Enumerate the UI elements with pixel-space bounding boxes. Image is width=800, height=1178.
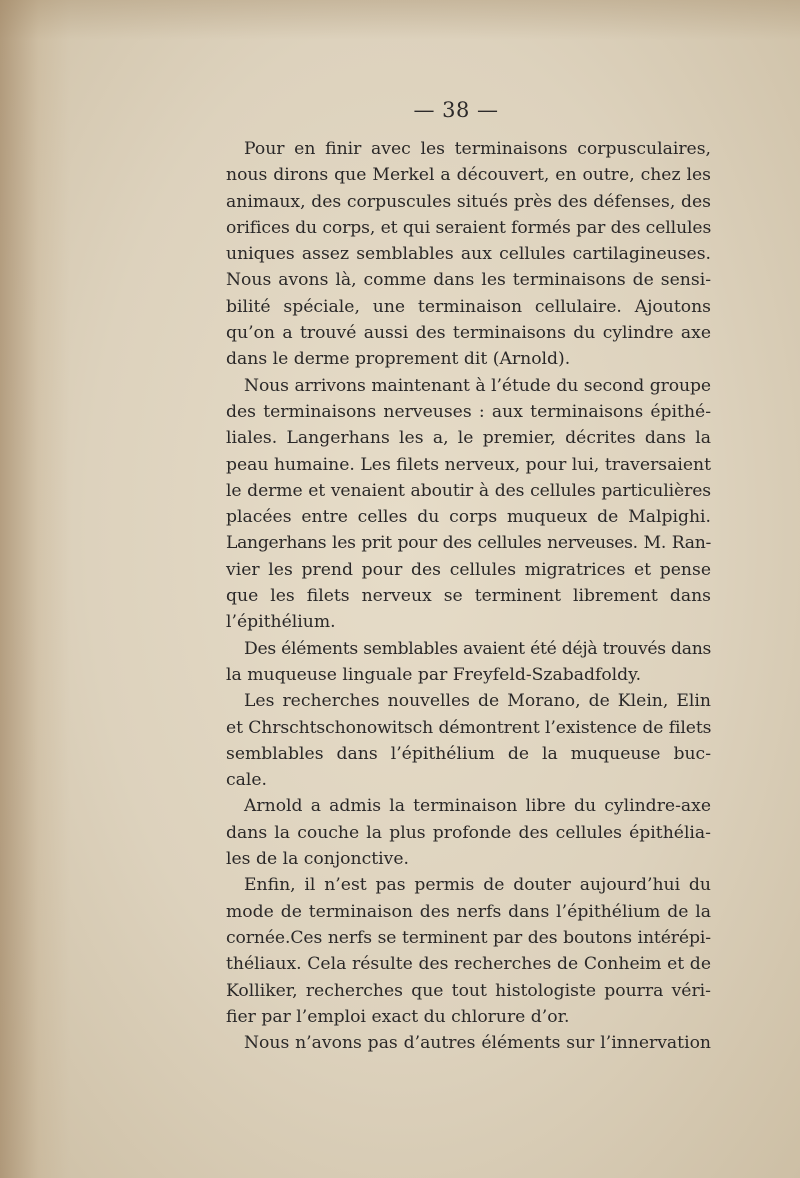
page-number: — 38 —	[413, 98, 499, 122]
text-line: Pour en finir avec les terminaisons corpusculaires,	[244, 139, 711, 159]
text-line: fier par l’emploi exact du chlorure d’or.	[226, 1006, 570, 1027]
text-line: Arnold a admis la terminaison libre du cylindre-axe	[244, 796, 711, 817]
text-line: dans la couche la plus profonde des cellules épithélia-	[226, 822, 711, 843]
text-line: qu’on a trouvé aussi des terminaisons du cylindre axe	[226, 323, 711, 344]
text-line: Nous arrivons maintenant à l’étude du second groupe	[244, 375, 711, 396]
text-line: dans le derme proprement dit (Arnold).	[226, 349, 571, 370]
text-line: cornée.Ces nerfs se terminent par des boutons intérépi-	[226, 927, 711, 948]
text-line: Langerhans les prit pour des cellules nerveuses. M. Ran-	[226, 533, 711, 554]
text-line: bilité spéciale, une terminaison cellulaire. Ajoutons	[226, 296, 711, 317]
text-line: uniques assez semblables aux cellules cartilagineuses.	[226, 244, 711, 265]
text-line: Nous n’avons pas d’autres éléments sur l’innervation	[244, 1033, 711, 1054]
text-line: nous dirons que Merkel a découvert, en outre, chez les	[226, 165, 711, 186]
text-line: Enfin, il n’est pas permis de douter aujourd’hui du	[244, 875, 711, 896]
text-line: théliaux. Cela résulte des recherches de Conheim et de	[226, 954, 711, 975]
text-line: l’épithélium.	[226, 612, 336, 633]
text-line: et Chrschtschonowitsch démontrent l’existence de filets	[226, 717, 712, 738]
text-line: le derme et venaient aboutir à des cellules particulières	[226, 480, 711, 501]
body-text	[226, 136, 711, 1056]
text-line: la muqueuse linguale par Freyfeld-Szabadfoldy.	[226, 664, 642, 685]
text-line: les de la conjonctive.	[226, 849, 409, 870]
text-line: Des éléments semblables avaient été déjà trouvés dans	[244, 638, 711, 659]
text-line: mode de terminaison des nerfs dans l’épithélium de la	[226, 901, 711, 922]
text-line: que les filets nerveux se terminent librement dans	[226, 586, 711, 607]
text-line: Les recherches nouvelles de Morano, de Klein, Elin	[244, 691, 711, 712]
text-line: vier les prend pour des cellules migratrices et pense	[226, 559, 711, 580]
text-line: des terminaisons nerveuses : aux terminaisons épithé-	[226, 401, 711, 422]
text-line: orifices du corps, et qui seraient formés par des cellules	[226, 217, 712, 238]
text-line: placées entre celles du corps muqueux de Malpighi.	[226, 507, 711, 528]
text-line: cale.	[226, 770, 268, 791]
text-line: Kolliker, recherches que tout histologiste pourra véri-	[226, 980, 711, 1001]
text-line: peau humaine. Les filets nerveux, pour lui, traversaient	[226, 454, 711, 475]
text-line: Nous avons là, comme dans les terminaisons de sensi-	[226, 270, 711, 291]
text-line: liales. Langerhans les a, le premier, décrites dans la	[226, 428, 711, 449]
text-line: animaux, des corpuscules situés près des défenses, des	[226, 191, 711, 212]
text-line: semblables dans l’épithélium de la muqueuse buc-	[226, 743, 711, 764]
